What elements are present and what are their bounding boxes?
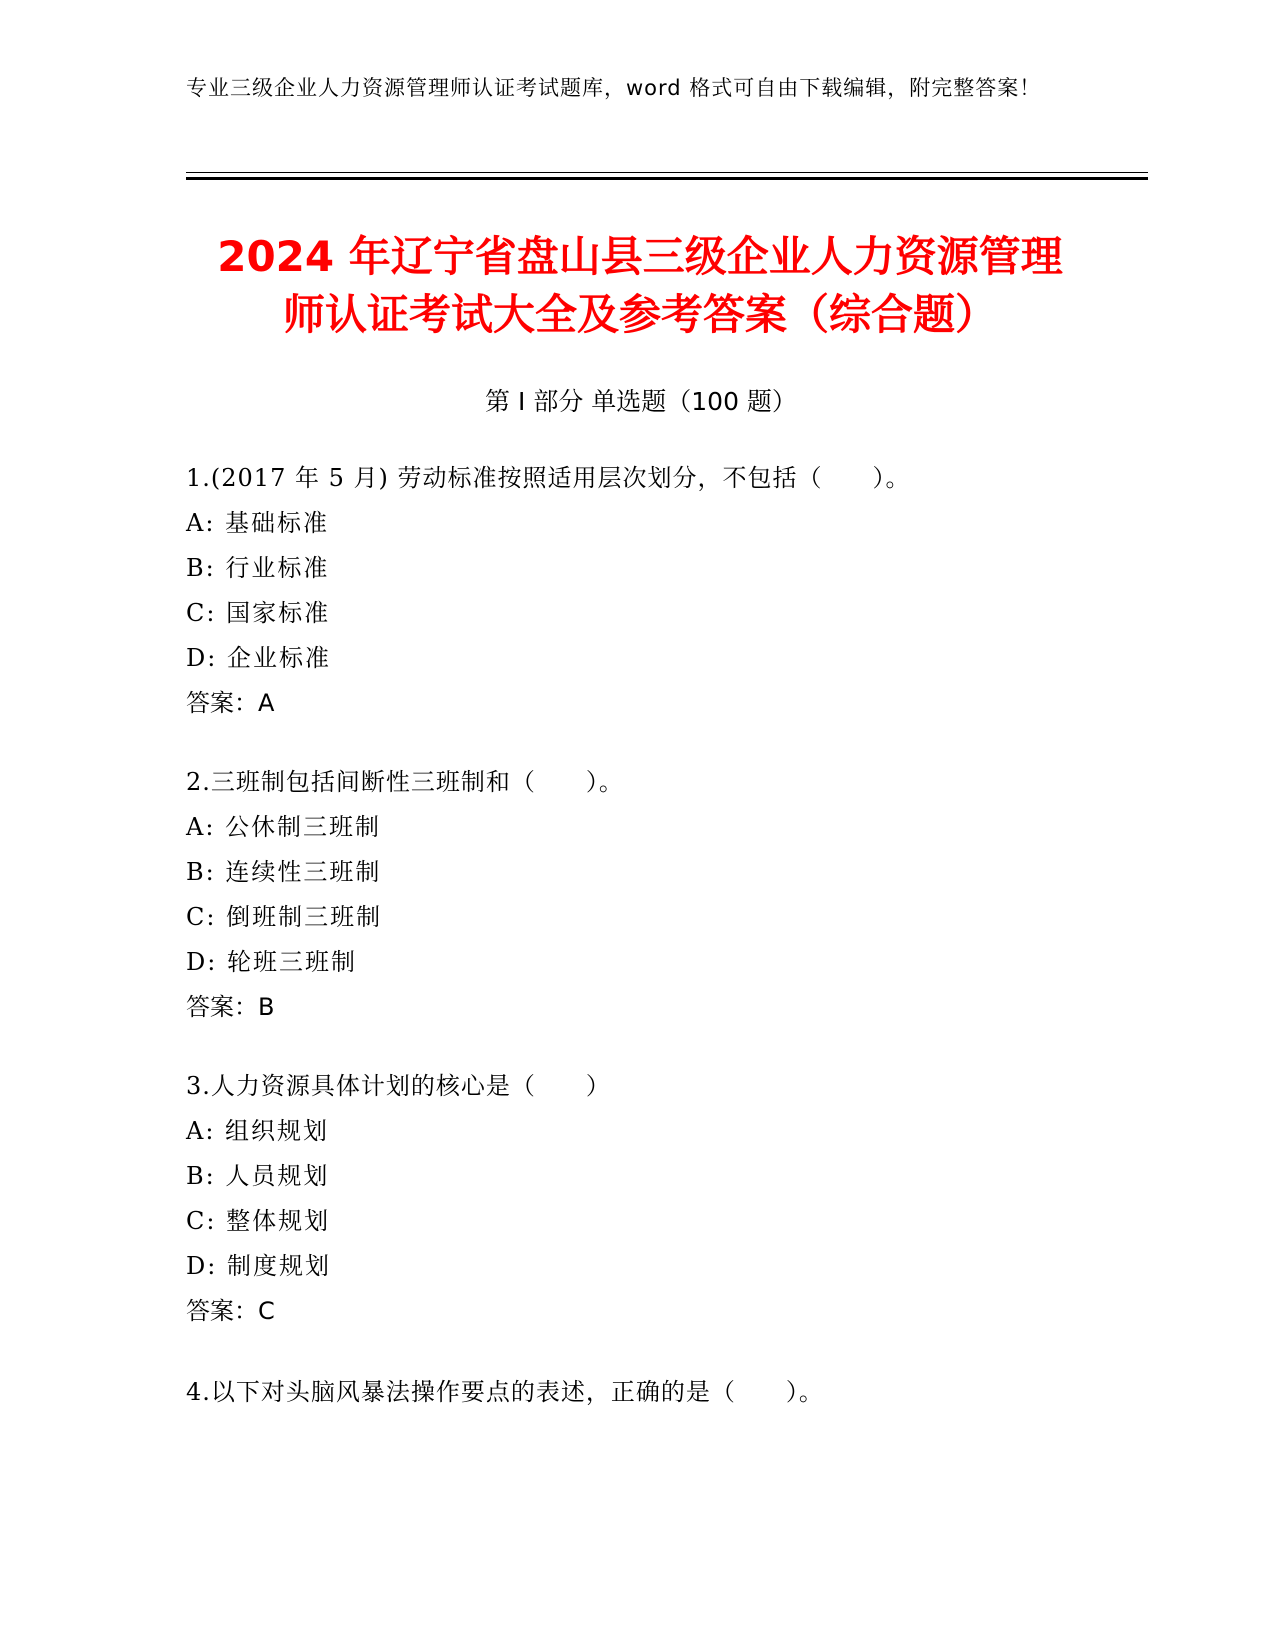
option-d: D: 制度规划 [186,1252,331,1280]
question-stem: 4.以下对头脑风暴法操作要点的表述，正确的是（ ）。 [186,1378,824,1406]
question-1 [186,456,1146,726]
document-title-line-1: 2024 年辽宁省盘山县三级企业人力资源管理 [217,232,1063,281]
option-b: B: 人员规划 [186,1162,330,1190]
question-2 [186,760,1146,1030]
header-note: 专业三级企业人力资源管理师认证考试题库，word 格式可自由下载编辑，附完整答案！ [186,76,1042,100]
document-title [180,228,1100,344]
header-divider-thin [186,172,1148,173]
option-b: B: 连续性三班制 [186,858,382,886]
option-b: B: 行业标准 [186,554,330,582]
question-3 [186,1064,1146,1334]
answer: 答案：C [186,1297,275,1325]
option-c: C: 整体规划 [186,1207,331,1235]
question-stem: 1.(2017 年 5 月) 劳动标准按照适用层次划分，不包括（ ）。 [186,464,911,492]
option-c: C: 倒班制三班制 [186,903,383,931]
option-a: A: 基础标准 [186,509,330,537]
question-stem: 2.三班制包括间断性三班制和（ ）。 [186,768,624,796]
header-divider-thick [186,177,1148,180]
question-stem: 3.人力资源具体计划的核心是（ ） [186,1072,611,1100]
document-title-line-2: 师认证考试大全及参考答案（综合题） [282,290,997,339]
option-d: D: 轮班三班制 [186,948,357,976]
option-c: C: 国家标准 [186,599,331,627]
section-heading: 第 I 部分 单选题（100 题） [485,387,797,416]
option-a: A: 组织规划 [186,1117,330,1145]
question-4 [186,1370,1146,1415]
option-a: A: 公休制三班制 [186,813,382,841]
answer: 答案：A [186,689,275,717]
option-d: D: 企业标准 [186,644,331,672]
answer: 答案：B [186,993,275,1021]
